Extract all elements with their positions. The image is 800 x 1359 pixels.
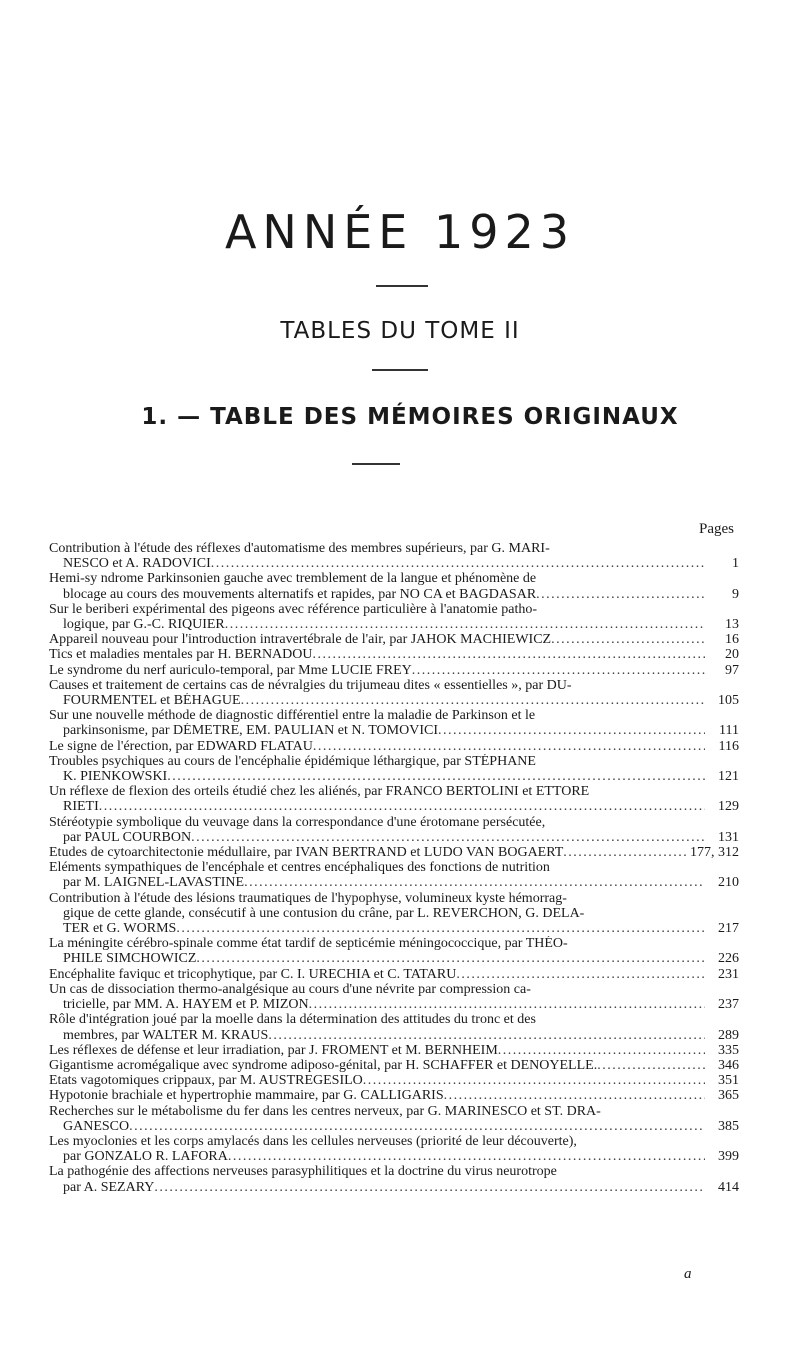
dot-leader [228,1149,705,1164]
dot-leader [536,587,705,602]
toc-entry-text: Causes et traitement de certains cas de névralgies du trijumeau dites « essentielles », par DU- [49,677,572,693]
toc-entry [49,860,739,890]
toc-page-number: 414 [718,1179,739,1195]
toc-entry-text: logique, par G.-C. RIQUIER [63,617,225,633]
toc-page-number: 16 [725,632,739,648]
pages-column-header: Pages [699,521,734,537]
toc-page-number: 335 [718,1042,739,1058]
toc-entry-text: Eléments sympathiques de l'encéphale et centres encéphaliques des fonctions de nutrition [49,860,550,876]
toc-entry-line [49,875,739,890]
toc-entry-line [49,1119,739,1134]
toc-entry [49,1012,739,1042]
toc-page-number: 351 [718,1073,739,1089]
toc-entry-text: Contribution à l'étude des lésions traumatiques de l'hypophyse, volumineux kyste hémorrag- [49,890,567,906]
toc-entry-line [49,906,739,921]
dot-leader [498,1043,705,1058]
toc-entry [49,936,739,966]
toc-entry-line [49,1134,739,1149]
dot-leader [176,921,705,936]
toc-entry-text: Contribution à l'étude des réflexes d'automatisme des membres supérieurs, par G. MARI- [49,541,550,556]
toc-entry-line [49,921,739,936]
dot-leader [244,875,705,890]
toc-entry [49,663,739,678]
toc-entry-text: tricielle, par MM. A. HAYEM et P. MIZON [63,997,309,1013]
toc-entry-text: Gigantisme acromégalique avec syndrome adiposo-génital, par H. SCHAFFER et DENOYELLE. [49,1057,598,1073]
toc-page-number: 210 [718,875,739,891]
toc-entry-text: La méningite cérébro-spinale comme état tardif de septicémie méningococcique, par THÉO- [49,936,568,952]
dot-leader [597,1058,705,1073]
toc-entry-line [49,1104,739,1119]
toc-entry-text: gique de cette glande, consécutif à une contusion du crâne, par L. REVERCHON, G. DELA- [63,905,585,921]
toc-page-number: 9 [732,586,739,602]
toc-entry-line [49,708,739,723]
toc-page-number: 231 [718,966,739,982]
toc-entry-text: Hemi-sy ndrome Parkinsonien gauche avec tremblement de la langue et phénomène de [49,571,537,587]
toc-entry [49,571,739,601]
toc-page-number: 131 [718,829,739,845]
toc-entry-line [49,830,739,845]
dot-leader [309,997,705,1012]
toc-entry [49,1043,739,1058]
toc-entry-line [49,1043,739,1058]
toc-entry-line [49,693,739,708]
divider-rule [372,369,428,371]
toc-entry-text: membres, par WALTER M. KRAUS [63,1027,269,1043]
toc-entry-text: Sur une nouvelle méthode de diagnostic différentiel entre la maladie de Parkinson et le [49,708,536,724]
toc-entry [49,1164,739,1194]
toc-entry-line [49,602,739,617]
toc-page-number: 399 [718,1149,739,1165]
toc-entry-line [49,891,739,906]
toc-entry-line [49,997,739,1012]
dot-leader [211,556,705,571]
toc-entry [49,1058,739,1073]
toc-entry-text: Rôle d'intégration joué par la moelle dans la détermination des attitudes du tronc et des [49,1012,536,1028]
dot-leader [551,632,705,647]
toc-entry-line [49,784,739,799]
toc-page-number: 1 [732,556,739,572]
toc-entry-line [49,723,739,738]
toc-entry-text: FOURMENTEL et BÉHAGUE [63,693,241,709]
toc-entry-line [49,1012,739,1027]
toc-entry-line [49,1028,739,1043]
dot-leader [129,1119,705,1134]
toc-entry-text: Le syndrome du nerf auriculo-temporal, par Mme LUCIE FREY [49,662,412,678]
toc-page-number: 226 [718,951,739,967]
toc-entry-text: PHILE SIMCHOWICZ [63,951,197,967]
toc-entry-line [49,936,739,951]
dot-leader [412,663,705,678]
toc-entry-line [49,845,739,860]
section-title: 1. — TABLE DES MÉMOIRES ORIGINAUX [141,404,679,430]
toc-page-number: 111 [719,723,739,739]
dot-leader [444,1088,705,1103]
toc-entry-text: GANESCO [63,1118,130,1134]
toc-entry [49,739,739,754]
toc-entry-text: Appareil nouveau pour l'introduction intravertébrale de l'air, par JAHOK MACHIEWICZ [49,632,552,648]
toc-entry [49,784,739,814]
dot-leader [196,951,705,966]
toc-entry-line [49,556,739,571]
toc-page-number: 105 [718,693,739,709]
toc-entry-line [49,1088,739,1103]
toc-entry [49,541,739,571]
toc-entry-text: Un cas de dissociation thermo-analgésique au cours d'une névrite par compression ca- [49,981,531,997]
toc-entry-line [49,951,739,966]
dot-leader [225,617,705,632]
dot-leader [563,845,686,860]
toc-entry-line [49,815,739,830]
toc-entry-text: Tics et maladies mentales par H. BERNADOU [49,647,313,663]
toc-entry-line [49,799,739,814]
toc-entry [49,754,739,784]
toc-page-number: 385 [718,1118,739,1134]
toc-page-number: 177, 312 [690,845,739,861]
toc-entry [49,632,739,647]
toc-page-number: 13 [725,617,739,633]
divider-rule [376,285,428,287]
toc-entry [49,1104,739,1134]
toc-entry [49,647,739,662]
toc-entry-text: par M. LAIGNEL-LAVASTINE [63,875,245,891]
toc-entry-line [49,982,739,997]
dot-leader [313,647,706,662]
toc-entry [49,1134,739,1164]
dot-leader [268,1028,705,1043]
toc-entry [49,967,739,982]
toc-page-number: 346 [718,1057,739,1073]
dot-leader [456,967,705,982]
toc-entry [49,845,739,860]
toc-entry-line [49,739,739,754]
dot-leader [167,769,705,784]
toc-entry-text: Le signe de l'érection, par EDWARD FLATAU [49,738,313,754]
toc-entry-line [49,571,739,586]
dot-leader [154,1180,705,1195]
toc-entry-text: Les myoclonies et les corps amylacés dans les cellules nerveuses (priorité de leur découverte), [49,1133,577,1149]
toc-entry-text: Etudes de cytoarchitectonie médullaire, par IVAN BERTRAND et LUDO VAN BOGAERT [49,845,564,861]
divider-rule [352,463,400,465]
toc-entry-line [49,617,739,632]
toc-entry-text: par PAUL COURBON [63,829,192,845]
toc-entry [49,1088,739,1103]
toc-entry-text: Recherches sur le métabolisme du fer dans les centres nerveux, par G. MARINESCO et ST. DRA- [49,1103,601,1119]
toc-entry-line [49,1180,739,1195]
toc-entry-line [49,541,739,556]
toc-entry-text: Sur le beriberi expérimental des pigeons avec référence particulière à l'anatomie patho- [49,601,538,617]
toc-entry-line [49,754,739,769]
toc-entry-text: Les réflexes de défense et leur irradiation, par J. FROMENT et M. BERNHEIM [49,1042,498,1058]
toc-page-number: 116 [718,738,739,754]
toc-entry-text: par A. SEZARY [63,1179,155,1195]
toc-entry-text: NESCO et A. RADOVICI [63,556,211,572]
toc-entry-line [49,769,739,784]
toc-entry-text: blocage au cours des mouvements alternatifs et rapides, par NO CA et BAGDASAR [63,586,537,602]
toc-entry-text: parkinsonisme, par DÉMETRE, EM. PAULIAN et N. TOMOVICI [63,723,438,739]
toc-entry-text: Troubles psychiques au cours de l'encéphalie épidémique léthargique, par STÉPHANE [49,753,536,769]
toc-page-number: 289 [718,1027,739,1043]
toc-entry-text: Etats vagotomiques crippaux, par M. AUSTREGESILO [49,1073,363,1089]
toc-entry [49,602,739,632]
dot-leader [313,739,705,754]
toc-entry-text: TER et G. WORMS [63,921,177,937]
toc-entry-line [49,663,739,678]
toc-entry-line [49,587,739,602]
toc-entry [49,708,739,738]
toc-entry-line [49,632,739,647]
toc-entry-line [49,678,739,693]
toc-entry-text: RIETI [63,799,99,815]
year-title: ANNÉE 1923 [224,205,576,259]
toc-page-number: 20 [725,647,739,663]
toc-entry-line [49,1149,739,1164]
toc-entry-text: K. PIENKOWSKI [63,769,168,785]
toc-entry-text: Encéphalite faviquc et tricophytique, par C. I. URECHIA et C. TATARU [49,966,457,982]
toc-entry-text: Stéréotypie symbolique du veuvage dans la correspondance d'une érotomane persécutée, [49,814,546,830]
table-of-contents [49,541,739,1195]
toc-entry-line [49,1164,739,1179]
toc-entry-line [49,967,739,982]
toc-entry-text: Hypotonie brachiale et hypertrophie mammaire, par G. CALLIGARIS [49,1088,444,1104]
toc-entry-text: Un réflexe de flexion des orteils étudié chez les aliénés, par FRANCO BERTOLINI et ETTORE [49,784,590,800]
toc-entry-text: par GONZALO R. LAFORA [63,1149,228,1165]
toc-page-number: 121 [718,769,739,785]
toc-entry [49,891,739,937]
toc-entry-line [49,1058,739,1073]
toc-entry [49,678,739,708]
toc-entry [49,815,739,845]
toc-entry [49,1073,739,1088]
toc-entry-line [49,647,739,662]
toc-entry [49,982,739,1012]
toc-entry-line [49,860,739,875]
dot-leader [99,799,705,814]
dot-leader [191,830,705,845]
tome-title: TABLES DU TOME II [280,318,520,344]
toc-page-number: 365 [718,1088,739,1104]
toc-entry-line [49,1073,739,1088]
toc-page-number: 129 [718,799,739,815]
signature-mark: a [684,1266,692,1282]
toc-entry-text: La pathogénie des affections nerveuses parasyphilitiques et la doctrine du virus neurotrope [49,1164,557,1180]
dot-leader [438,723,705,738]
toc-page-number: 217 [718,921,739,937]
toc-page-number: 97 [725,662,739,678]
toc-page-number: 237 [718,997,739,1013]
dot-leader [363,1073,705,1088]
dot-leader [241,693,705,708]
